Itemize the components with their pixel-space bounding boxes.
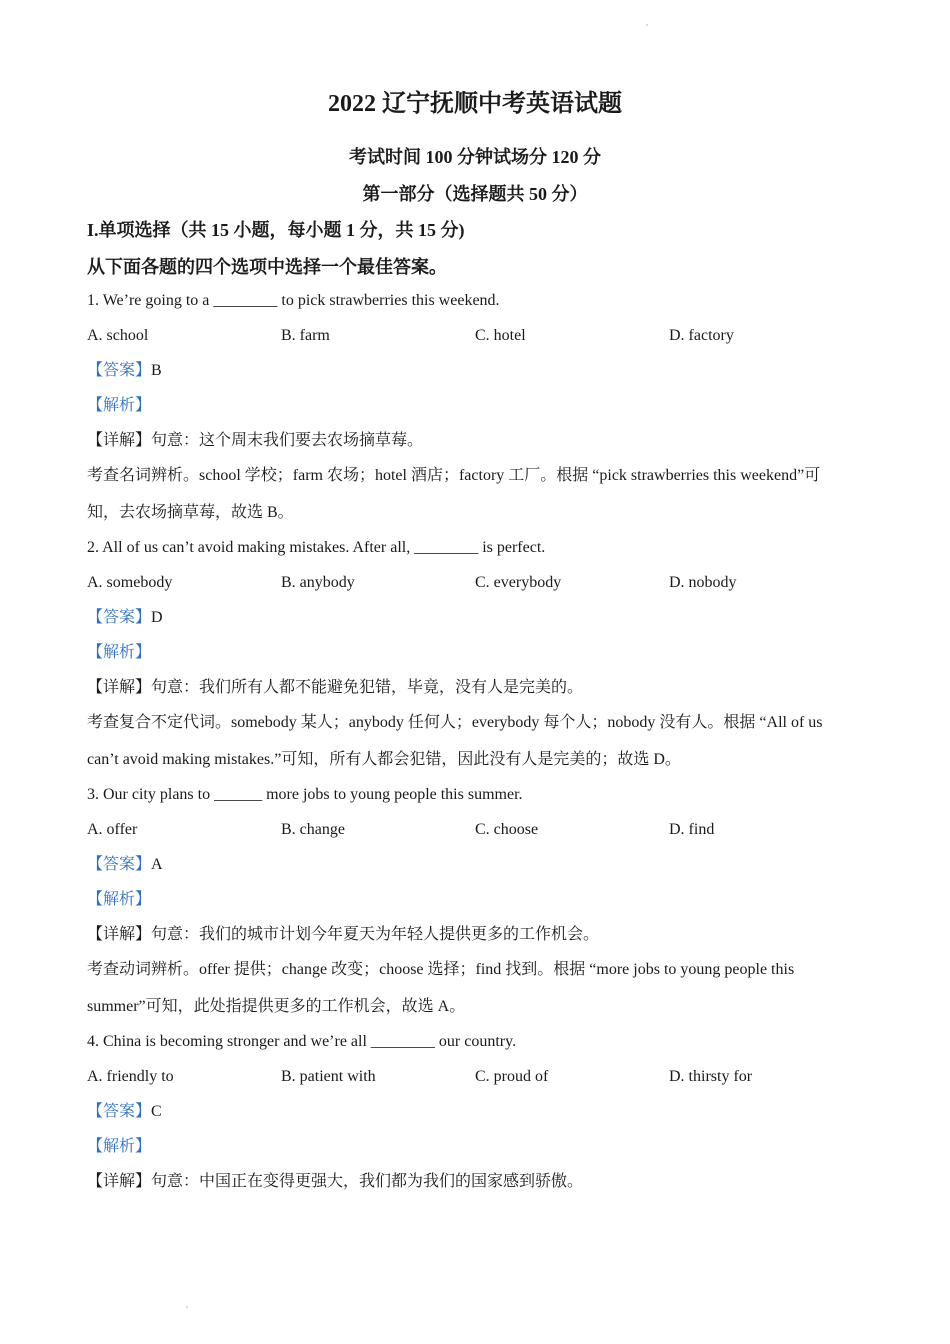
detail-text: 句意：中国正在变得更强大，我们都为我们的国家感到骄傲。 — [151, 1173, 584, 1190]
option-b: B. farm — [281, 327, 330, 344]
explanation-line: 考查动词辨析。offer 提供；change 改变；choose 选择；find 找到。根据 “more jobs to young people this — [87, 961, 795, 978]
analysis-label: 【解析】 — [87, 644, 152, 661]
detail-text: 句意：我们的城市计划今年夏天为年轻人提供更多的工作机会。 — [151, 926, 600, 943]
question-block — [87, 286, 863, 533]
detail-line — [87, 920, 863, 955]
section-one-heading: I.单项选择（共 15 小题，每小题 1 分，共 15 分) — [87, 220, 465, 240]
options-row — [87, 568, 863, 603]
options-row — [87, 815, 863, 850]
question-block — [87, 780, 863, 1027]
answer-value: C — [151, 1103, 162, 1120]
answer-value: A — [151, 856, 163, 873]
answer-label: 【答案】 — [87, 856, 152, 873]
option-b: B. change — [281, 821, 345, 838]
detail-label: 【详解】 — [87, 926, 152, 943]
answer-line — [87, 603, 863, 638]
option-d: D. nobody — [669, 574, 737, 591]
explanation-line: 考查复合不定代词。somebody 某人；anybody 任何人；everybody 每个人；nobody 没有人。根据 “All of us — [87, 714, 823, 731]
options-row — [87, 321, 863, 356]
answer-line — [87, 1097, 863, 1132]
document-title: 2022 辽宁抚顺中考英语试题 — [328, 91, 622, 117]
answer-line — [87, 356, 863, 391]
instruction-text: 从下面各题的四个选项中选择一个最佳答案。 — [87, 257, 447, 277]
explanation-line: summer”可知，此处指提供更多的工作机会，故选 A。 — [87, 998, 466, 1015]
detail-text: 句意：我们所有人都不能避免犯错，毕竟，没有人是完美的。 — [151, 679, 584, 696]
question-stem: 4. China is becoming stronger and we’re all ________ our country. — [87, 1033, 517, 1050]
analysis-label: 【解析】 — [87, 1138, 152, 1155]
answer-value: D — [151, 609, 163, 626]
analysis-line — [87, 391, 863, 426]
question-stem: 3. Our city plans to ______ more jobs to young people this summer. — [87, 786, 523, 803]
option-a: A. offer — [87, 821, 138, 838]
explanation-line: 考查名词辨析。school 学校；farm 农场；hotel 酒店；factory 工厂。根据 “pick strawberries this weekend”可 — [87, 467, 821, 484]
option-d: D. thirsty for — [669, 1068, 753, 1085]
analysis-line — [87, 885, 863, 920]
option-c: C. choose — [475, 821, 539, 838]
option-d: D. find — [669, 821, 715, 838]
answer-label: 【答案】 — [87, 362, 152, 379]
question-stem: 1. We’re going to a ________ to pick strawberries this weekend. — [87, 292, 500, 309]
option-b: B. anybody — [281, 574, 355, 591]
exam-info: 考试时间 100 分钟试场分 120 分 — [349, 147, 601, 167]
detail-line — [87, 426, 863, 461]
option-a: A. somebody — [87, 574, 173, 591]
detail-line — [87, 1167, 863, 1202]
answer-label: 【答案】 — [87, 609, 152, 626]
analysis-line — [87, 638, 863, 673]
option-c: C. hotel — [475, 327, 526, 344]
analysis-label: 【解析】 — [87, 891, 152, 908]
answer-label: 【答案】 — [87, 1103, 152, 1120]
detail-label: 【详解】 — [87, 679, 152, 696]
question-block — [87, 533, 863, 780]
question-block — [87, 1027, 863, 1202]
option-c: C. everybody — [475, 574, 562, 591]
questions-list — [87, 286, 863, 1202]
scan-mark — [186, 1306, 188, 1308]
answer-line — [87, 850, 863, 885]
analysis-label: 【解析】 — [87, 397, 152, 414]
detail-line — [87, 673, 863, 708]
option-d: D. factory — [669, 327, 734, 344]
option-a: A. friendly to — [87, 1068, 174, 1085]
question-stem: 2. All of us can’t avoid making mistakes. After all, ________ is perfect. — [87, 539, 546, 556]
option-c: C. proud of — [475, 1068, 549, 1085]
option-a: A. school — [87, 327, 149, 344]
explanation-line: 知，去农场摘草莓，故选 B。 — [87, 504, 294, 521]
detail-text: 句意：这个周末我们要去农场摘草莓。 — [151, 432, 424, 449]
part-one-heading: 第一部分（选择题共 50 分） — [362, 184, 588, 204]
answer-value: B — [151, 362, 162, 379]
analysis-line — [87, 1132, 863, 1167]
detail-label: 【详解】 — [87, 1173, 152, 1190]
scan-mark — [646, 24, 648, 26]
explanation-line: can’t avoid making mistakes.”可知，所有人都会犯错，因此没有人是完美的；故选 D。 — [87, 751, 681, 768]
option-b: B. patient with — [281, 1068, 376, 1085]
options-row — [87, 1062, 863, 1097]
detail-label: 【详解】 — [87, 432, 152, 449]
